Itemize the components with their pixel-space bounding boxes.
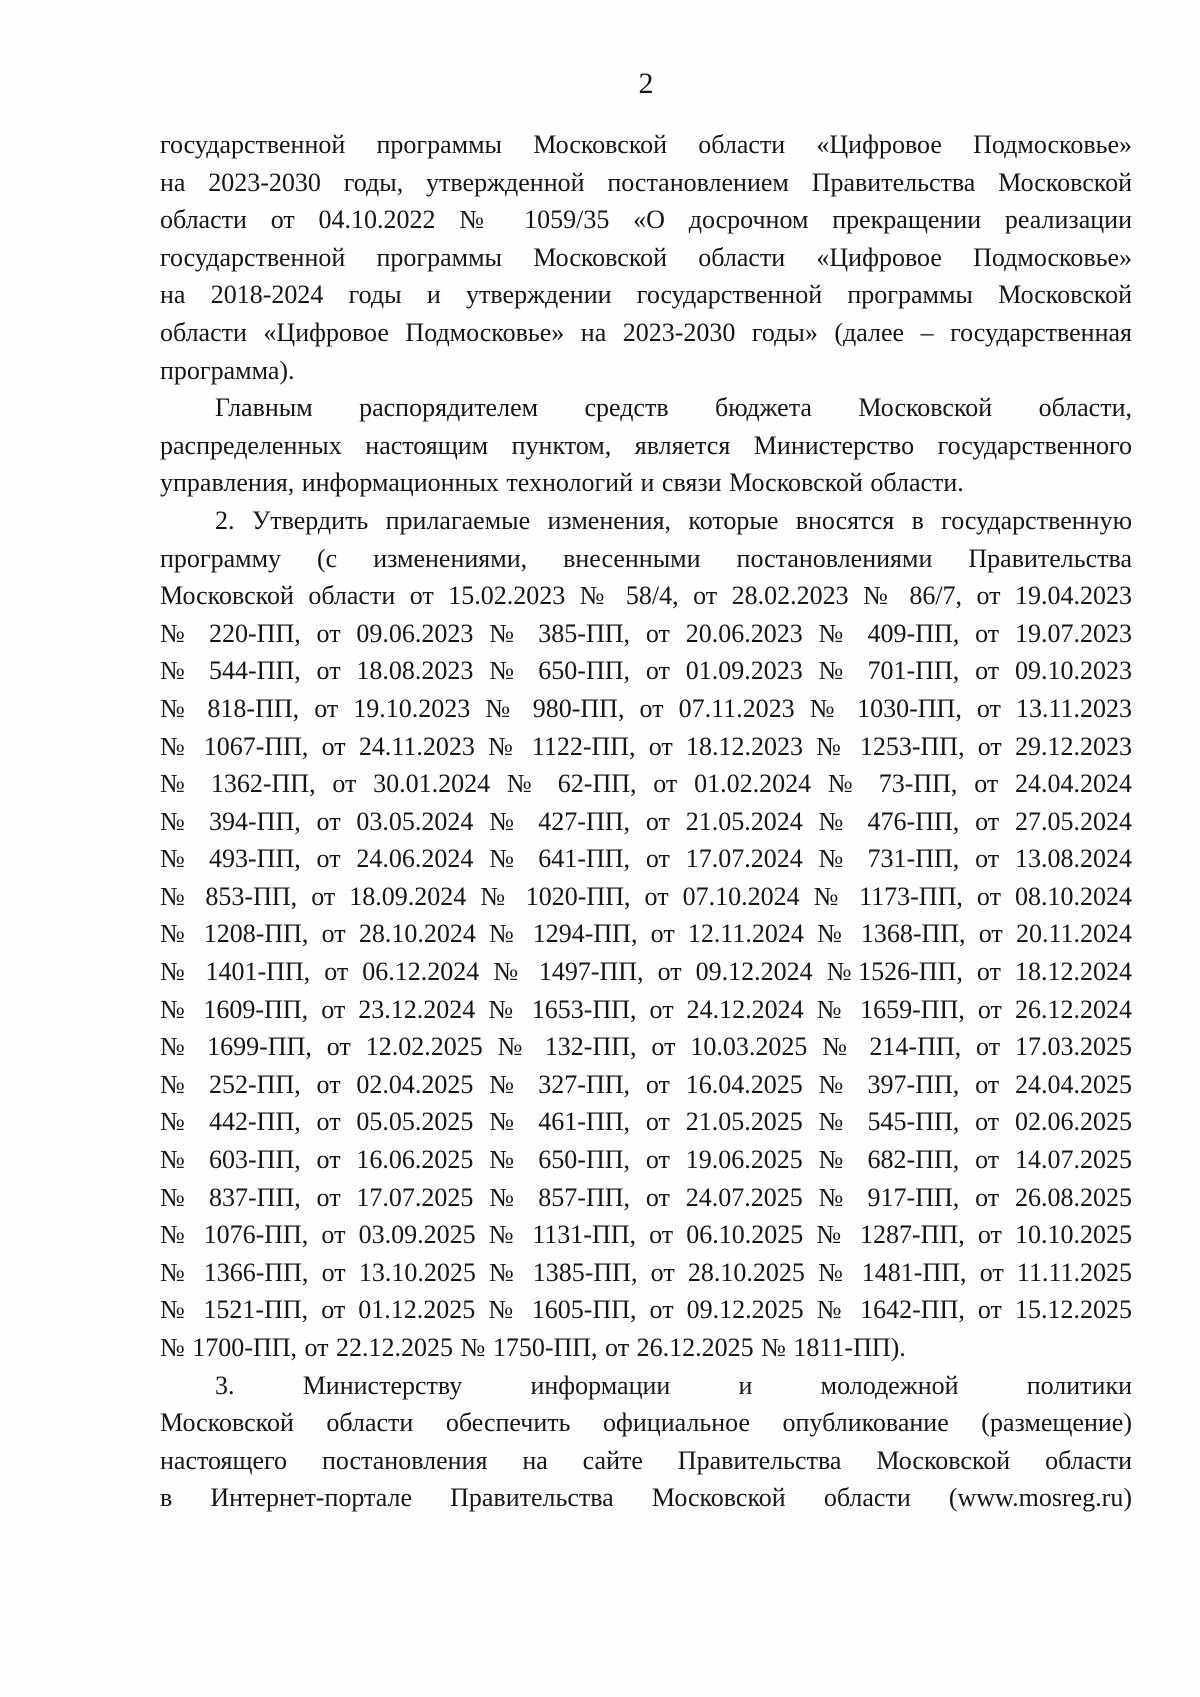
text-line: № 1521-ПП, от 01.12.2025 № 1605-ПП, от 09.12.2025 № 1642-ПП, от 15.12.2025 [160, 1295, 1132, 1325]
text-line: № 394-ПП, от 03.05.2024 № 427-ПП, от 21.05.2024 № 476-ПП, от 27.05.2024 [160, 806, 1132, 836]
text-line: № 818-ПП, от 19.10.2023 № 980-ПП, от 07.11.2023 № 1030-ПП, от 13.11.2023 [160, 693, 1132, 723]
text-line: № 1366-ПП, от 13.10.2025 № 1385-ПП, от 28.10.2025 № 1481-ПП, от 11.11.2025 [160, 1257, 1132, 1287]
text-line: № 220-ПП, от 09.06.2023 № 385-ПП, от 20.06.2023 № 409-ПП, от 19.07.2023 [160, 618, 1132, 648]
text-line: № 603-ПП, от 16.06.2025 № 650-ПП, от 19.06.2025 № 682-ПП, от 14.07.2025 [160, 1145, 1132, 1175]
text-line: государственной программы Московской области «Цифровое Подмосковье» [160, 242, 1132, 272]
text-line: распределенных настоящим пунктом, является Министерство государственного [160, 430, 1132, 460]
paragraph [160, 502, 1132, 1367]
text-line: программа). [160, 355, 295, 385]
page-number: 2 [638, 67, 654, 100]
text-line: Московской области обеспечить официальное опубликование (размещение) [160, 1408, 1132, 1438]
paragraph [160, 1367, 1132, 1517]
text-line: № 1076-ПП, от 03.09.2025 № 1131-ПП, от 06.10.2025 № 1287-ПП, от 10.10.2025 [160, 1220, 1132, 1250]
text-line: 2. Утвердить прилагаемые изменения, которые вносятся в государственную [215, 505, 1132, 535]
text-line: программу (с изменениями, внесенными постановлениями Правительства [160, 543, 1132, 573]
text-line: № 1699-ПП, от 12.02.2025 № 132-ПП, от 10.03.2025 № 214-ПП, от 17.03.2025 [160, 1032, 1132, 1062]
text-line: государственной программы Московской области «Цифровое Подмосковье» [160, 130, 1132, 159]
text-line: в Интернет-портале Правительства Московской области (www.mosreg.ru) [160, 1483, 1132, 1513]
text-line: Московской области от 15.02.2023 № 58/4, от 28.02.2023 № 86/7, от 19.04.2023 [160, 581, 1132, 611]
text-line: на 2018-2024 годы и утверждении государственной программы Московской [160, 280, 1132, 310]
text-line: области от 04.10.2022 № 1059/35 «О досрочном прекращении реализации [160, 205, 1132, 235]
text-line: № 1067-ПП, от 24.11.2023 № 1122-ПП, от 18.12.2023 № 1253-ПП, от 29.12.2023 [160, 731, 1132, 761]
text-line: настоящего постановления на сайте Правительства Московской области [160, 1445, 1132, 1475]
text-line: на 2023-2030 годы, утвержденной постановлением Правительства Московской [160, 167, 1132, 197]
text-line: 3. Министерству информации и молодежной политики [215, 1370, 1132, 1400]
text-line: № 544-ПП, от 18.08.2023 № 650-ПП, от 01.09.2023 № 701-ПП, от 09.10.2023 [160, 656, 1132, 686]
text-line: № 1401-ПП, от 06.12.2024 № 1497-ПП, от 09.12.2024 №1526-ПП, от 18.12.2024 [160, 957, 1132, 987]
text-line: № 1362-ПП, от 30.01.2024 № 62-ПП, от 01.02.2024 № 73-ПП, от 24.04.2024 [160, 769, 1132, 799]
text-line: № 252-ПП, от 02.04.2025 № 327-ПП, от 16.04.2025 № 397-ПП, от 24.04.2025 [160, 1069, 1132, 1099]
text-line: области «Цифровое Подмосковье» на 2023-2030 годы» (далее – государственная [160, 317, 1132, 347]
text-line: № 442-ПП, от 05.05.2025 № 461-ПП, от 21.05.2025 № 545-ПП, от 02.06.2025 [160, 1107, 1132, 1137]
text-line: № 1609-ПП, от 23.12.2024 № 1653-ПП, от 24.12.2024 № 1659-ПП, от 26.12.2024 [160, 994, 1132, 1024]
text-line: управления, информационных технологий и связи Московской области. [160, 468, 964, 498]
text-line: № 1208-ПП, от 28.10.2024 № 1294-ПП, от 12.11.2024 № 1368-ПП, от 20.11.2024 [160, 919, 1132, 949]
text-line: № 1700-ПП, от 22.12.2025 № 1750-ПП, от 26.12.2025 № 1811-ПП). [160, 1333, 906, 1362]
paragraph [160, 389, 1132, 502]
document-body [160, 126, 1132, 1517]
text-line: № 837-ПП, от 17.07.2025 № 857-ПП, от 24.07.2025 № 917-ПП, от 26.08.2025 [160, 1182, 1132, 1212]
paragraph [160, 126, 1132, 389]
text-line: № 853-ПП, от 18.09.2024 № 1020-ПП, от 07.10.2024 № 1173-ПП, от 08.10.2024 [160, 881, 1132, 911]
text-line: Главным распорядителем средств бюджета Московской области, [215, 393, 1132, 423]
text-line: № 493-ПП, от 24.06.2024 № 641-ПП, от 17.07.2024 № 731-ПП, от 13.08.2024 [160, 844, 1132, 874]
